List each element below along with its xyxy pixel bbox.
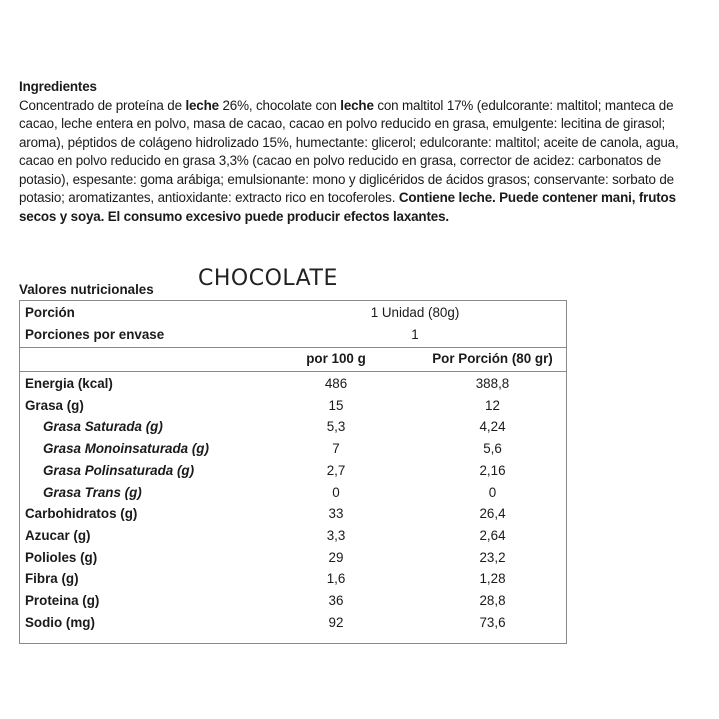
nutrient-row: [20, 438, 566, 460]
nutrient-row: [20, 460, 566, 482]
nutrient-perserving: 0: [488, 484, 497, 500]
nutrient-per100: 29: [328, 549, 344, 565]
nutrient-perserving: 28,8: [479, 593, 506, 608]
ingredients-segment: Concentrado de proteína de: [19, 97, 186, 113]
nutrient-perserving: 388,8: [475, 376, 510, 391]
nutrient-label: Grasa Saturada (g): [43, 419, 163, 435]
ingredients-segment: leche: [340, 97, 374, 113]
nutrient-row: [20, 395, 566, 417]
product-name: CHOCOLATE: [198, 266, 338, 291]
nutrient-per100: 33: [328, 506, 344, 522]
nutrient-label: Azucar (g): [25, 527, 91, 543]
ingredients-text: [19, 98, 679, 224]
ingredients-block: [19, 78, 709, 226]
nutrient-per100: 2,7: [326, 462, 346, 478]
nutrient-row: [20, 590, 566, 612]
nutrient-row: [20, 612, 566, 634]
nutrient-label: Sodio (mg): [25, 614, 95, 630]
nutrient-label: Energia (kcal): [25, 376, 113, 391]
servings-value: 1: [411, 327, 419, 342]
nutrient-perserving: 5,6: [483, 441, 502, 457]
ingredients-title: Ingredientes: [19, 79, 97, 94]
nutrient-perserving: 4,24: [479, 419, 506, 435]
nutrient-label: Grasa Monoinsaturada (g): [43, 441, 209, 457]
nutrient-row: [20, 373, 566, 395]
nutrient-perserving: 2,16: [479, 462, 506, 478]
nutrient-perserving: 12: [485, 397, 500, 413]
nutrient-perserving: 1,28: [479, 571, 506, 587]
ingredients-segment: con maltitol 17% (edulcorante: maltitol; manteca de cacao, leche entera en polvo, masa de cacao, cacao en polvo reducido en grasa, emulgente: lecitina de girasol; aroma), péptidos de colágeno hidrolizado 15%, humectante: glicerol; edulcorante: maltitol; aceite de canola, agua, cacao en polvo reducido en grasa 3,3% (cacao en polvo reducido en grasa, corrector de acidez: carbonatos de potasio), espesante: goma arábiga; emulsionante: mono y diglicéridos de ácidos grasos; conservante: sorbato de potasio; aromatizantes, antioxidante: extracto rico en tocoferoles.: [19, 97, 679, 205]
nutrient-per100: 7: [332, 441, 340, 457]
ingredients-segment: leche: [185, 97, 219, 113]
divider: [20, 371, 566, 372]
nutrition-title: Valores nutricionales: [19, 282, 154, 297]
nutrient-per100: 1,6: [326, 571, 346, 587]
nutrient-perserving: 26,4: [479, 506, 506, 522]
nutrient-label: Proteina (g): [25, 593, 100, 608]
nutrient-label: Fibra (g): [25, 571, 79, 587]
nutrient-label: Grasa Polinsaturada (g): [43, 462, 195, 478]
col-per100-header: por 100 g: [306, 351, 366, 366]
servings-label: Porciones por envase: [25, 327, 165, 342]
nutrient-per100: 3,3: [326, 527, 346, 543]
servings-row: [20, 324, 566, 346]
nutrient-perserving: 2,64: [479, 527, 506, 543]
nutrient-label: Grasa (g): [25, 397, 84, 413]
nutrient-row: [20, 525, 566, 547]
serving-label: Porción: [25, 305, 75, 320]
nutrient-per100: 5,3: [326, 419, 346, 435]
nutrient-per100: 36: [328, 593, 344, 608]
nutrition-table: [19, 300, 567, 644]
column-header-row: [20, 348, 566, 370]
col-perserving-header: Por Porción (80 gr): [432, 351, 553, 366]
nutrient-row: [20, 482, 566, 504]
nutrient-label: Carbohidratos (g): [25, 506, 138, 522]
nutrient-row: [20, 568, 566, 590]
nutrient-per100: 486: [324, 376, 348, 391]
nutrient-perserving: 23,2: [479, 549, 506, 565]
nutrient-per100: 15: [328, 397, 344, 413]
serving-row: [20, 302, 566, 324]
nutrient-row: [20, 416, 566, 438]
nutrient-per100: 92: [328, 614, 344, 630]
nutrient-perserving: 73,6: [479, 614, 506, 630]
ingredients-segment: Contiene leche. Puede contener mani, frutos secos y soya. El consumo excesivo puede producir efectos laxantes.: [19, 190, 676, 224]
nutrient-label: Polioles (g): [25, 549, 98, 565]
nutrient-per100: 0: [332, 484, 340, 500]
nutrient-row: [20, 503, 566, 525]
serving-value: 1 Unidad (80g): [370, 305, 460, 320]
ingredients-segment: 26%, chocolate con: [218, 97, 341, 113]
nutrient-row: [20, 547, 566, 569]
nutrient-label: Grasa Trans (g): [43, 484, 142, 500]
